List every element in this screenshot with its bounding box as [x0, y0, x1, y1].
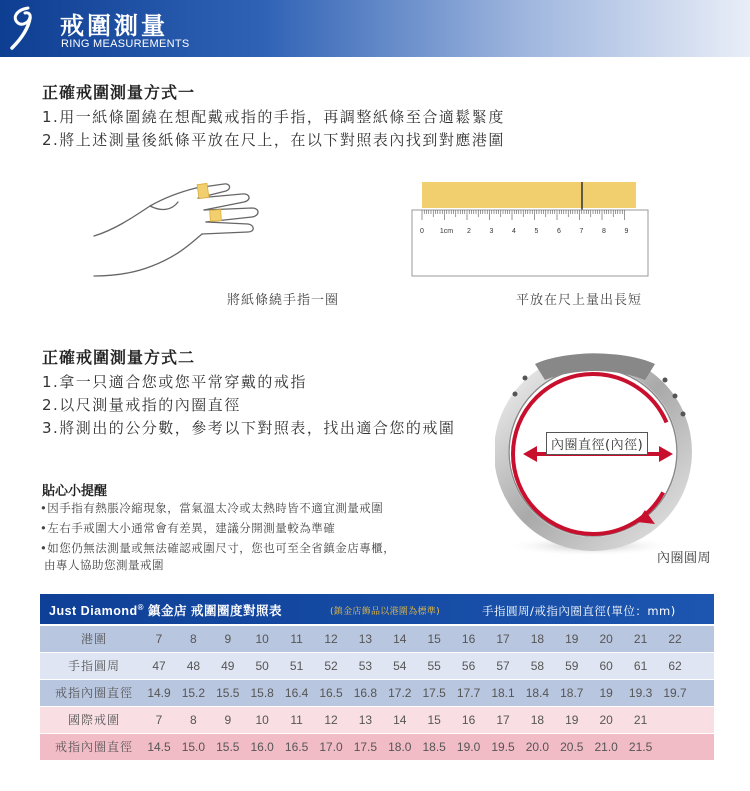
ruler-tick-label: 7 — [579, 228, 584, 235]
table-cell: 21.5 — [628, 740, 653, 754]
table-cell: 21 — [633, 713, 648, 727]
table-row-label: 戒指內圈直徑 — [54, 740, 133, 754]
table-cell: 8 — [190, 713, 197, 727]
table-unit: 手指圓周/戒指內圈直徑(單位：mm) — [482, 604, 676, 618]
table-row-label: 國際戒圍 — [67, 713, 120, 727]
ruler-caption: 平放在尺上量出長短 — [516, 293, 643, 308]
table-cell: 19 — [565, 713, 579, 727]
table-cell: 59 — [565, 659, 579, 673]
method2-title: 正確戒圍測量方式二 — [42, 348, 196, 367]
tips-title: 貼心小提醒 — [42, 484, 108, 499]
table-cell: 12 — [324, 713, 338, 727]
table-cell: 18 — [530, 632, 545, 646]
table-cell: 14.5 — [147, 740, 171, 754]
page-title: 戒圍測量 — [60, 12, 168, 40]
table-row — [40, 626, 714, 652]
size-table-header — [40, 594, 714, 624]
table-cell: 60 — [599, 659, 613, 673]
table-cell: 55 — [427, 659, 441, 673]
paper-strip — [422, 182, 636, 208]
table-row — [40, 653, 714, 679]
table-cell: 22 — [668, 632, 682, 646]
table-cell: 13 — [358, 713, 373, 727]
table-title — [49, 601, 282, 619]
ruler-tick-label: 6 — [557, 228, 561, 235]
method2-step-2: 2.以尺測量戒指的內圈直徑 — [42, 396, 241, 414]
table-cell: 20 — [599, 632, 613, 646]
table-cell: 50 — [255, 659, 269, 673]
table-cell: 20 — [599, 713, 613, 727]
table-cell: 7 — [155, 632, 163, 646]
table-cell: 17.5 — [422, 686, 446, 700]
table-cell: 18.0 — [388, 740, 412, 754]
table-cell: 16.5 — [284, 740, 309, 754]
table-cell: 18.4 — [525, 686, 550, 700]
table-cell: 49 — [221, 659, 235, 673]
table-cell: 17.7 — [456, 686, 481, 700]
table-cell: 16.0 — [250, 740, 274, 754]
table-cell: 54 — [393, 659, 407, 673]
table-cell: 10 — [255, 713, 269, 727]
hand-caption: 將紙條繞手指一圈 — [227, 293, 340, 308]
table-cell: 21.0 — [594, 740, 618, 754]
table-cell: 53 — [358, 659, 373, 673]
table-cell: 20.5 — [560, 740, 584, 754]
table-row — [40, 707, 714, 733]
tip-3-cont: 由專人協助您測量戒圍 — [44, 558, 164, 572]
table-cell: 51 — [289, 659, 304, 673]
table-cell: 48 — [186, 659, 201, 673]
tip-2: •左右手戒圍大小通常會有差異，建議分開測量較為準確 — [40, 521, 336, 535]
circumference-label: 內圈圓周 — [657, 551, 712, 566]
table-row — [40, 734, 714, 760]
table-row — [40, 680, 714, 706]
table-row-label: 港圍 — [80, 632, 107, 646]
table-cell: 13 — [358, 632, 373, 646]
brand-name: Just Diamond — [49, 604, 138, 618]
table-cell: 16 — [461, 713, 476, 727]
table-cell: 7 — [155, 713, 163, 727]
table-row-label: 手指圓周 — [67, 659, 120, 673]
table-cell: 15 — [427, 632, 441, 646]
method2-step-3: 3.將測出的公分數，參考以下對照表，找出適合您的戒圍 — [42, 419, 456, 437]
table-cell: 9 — [224, 632, 232, 646]
table-cell: 21 — [633, 632, 648, 646]
table-cell: 16.8 — [353, 686, 378, 700]
table-cell: 15.2 — [181, 686, 206, 700]
table-cell: 15.8 — [250, 686, 274, 700]
ruler-tick-label: 8 — [602, 228, 606, 235]
table-cell: 12 — [324, 632, 338, 646]
table-cell: 47 — [152, 659, 166, 673]
table-name: 戒圍圈度對照表 — [191, 603, 283, 618]
table-cell: 8 — [190, 632, 197, 646]
table-cell: 18.5 — [422, 740, 446, 754]
table-note: (鎮金店飾品以港圍為標準) — [330, 607, 440, 617]
table-cell: 9 — [224, 713, 232, 727]
table-cell: 11 — [290, 632, 303, 646]
ruler-illustration — [410, 180, 650, 278]
table-cell: 61 — [633, 659, 648, 673]
table-cell: 52 — [324, 659, 338, 673]
hand-paper-icon — [92, 158, 292, 286]
table-row-label: 戒指內圈直徑 — [54, 686, 133, 700]
registered-mark: ® — [137, 602, 145, 612]
table-cell: 17 — [496, 713, 510, 727]
ruler-tick-label: 0 — [420, 228, 424, 235]
brand-logo-icon — [6, 4, 40, 52]
table-cell: 15.5 — [216, 686, 240, 700]
table-cell: 58 — [530, 659, 545, 673]
table-cell: 57 — [496, 659, 510, 673]
table-cell: 19.0 — [456, 740, 481, 754]
method1-step-2: 2.將上述測量後紙條平放在尺上，在以下對照表內找到對應港圍 — [42, 131, 505, 149]
table-cell: 10 — [255, 632, 269, 646]
table-cell: 11 — [290, 713, 303, 727]
table-cell: 15 — [427, 713, 441, 727]
table-cell: 20.0 — [525, 740, 550, 754]
table-cell: 19.5 — [491, 740, 515, 754]
ruler-tick-label: 9 — [624, 228, 629, 235]
table-cell: 19.3 — [628, 686, 653, 700]
ruler-tick-label: 2 — [467, 228, 471, 235]
tip-3: •如您仍無法測量或無法確認戒圍尺寸，您也可至全省鎮金店專櫃， — [40, 541, 396, 555]
hand-illustration — [92, 158, 292, 286]
method2-step-1: 1.拿一只適合您或您平常穿戴的戒指 — [42, 373, 307, 391]
table-cell: 16.4 — [284, 686, 309, 700]
table-cell: 15.0 — [181, 740, 206, 754]
table-cell: 19 — [565, 632, 579, 646]
table-cell: 15.5 — [216, 740, 240, 754]
page-subtitle: RING MEASUREMENTS — [61, 38, 190, 50]
table-cell: 17.0 — [319, 740, 343, 754]
table-cell: 19 — [599, 686, 613, 700]
table-cell: 18.7 — [560, 686, 584, 700]
tip-1: •因手指有熱脹冷縮現象，當氣溫太冷或太熱時皆不適宜測量戒圍 — [40, 501, 384, 515]
store-name: 鎮金店 — [148, 603, 188, 618]
ruler-tick-label: 4 — [512, 228, 516, 235]
table-cell: 62 — [668, 659, 682, 673]
table-cell: 14.9 — [147, 686, 171, 700]
table-cell: 16 — [461, 632, 476, 646]
table-cell: 19.7 — [663, 686, 687, 700]
diameter-label: 內圈直徑(內徑) — [546, 432, 648, 455]
table-cell: 56 — [461, 659, 476, 673]
method1-title: 正確戒圍測量方式一 — [42, 83, 196, 102]
ruler-tick-label: 3 — [489, 228, 494, 235]
ring-illustration — [495, 350, 720, 570]
table-cell: 17.5 — [353, 740, 378, 754]
table-cell: 14 — [393, 632, 407, 646]
table-cell: 18.1 — [491, 686, 515, 700]
table-cell: 16.5 — [319, 686, 343, 700]
table-cell: 17.2 — [388, 686, 412, 700]
method1-step-1: 1.用一紙條圍繞在想配戴戒指的手指，再調整紙條至合適鬆緊度 — [42, 108, 505, 126]
ruler-tick-label: 1cm — [439, 228, 454, 235]
ruler-tick-label: 5 — [534, 228, 539, 235]
table-cell: 14 — [393, 713, 407, 727]
table-cell: 17 — [496, 632, 510, 646]
header-banner — [0, 0, 750, 57]
table-cell: 18 — [530, 713, 545, 727]
